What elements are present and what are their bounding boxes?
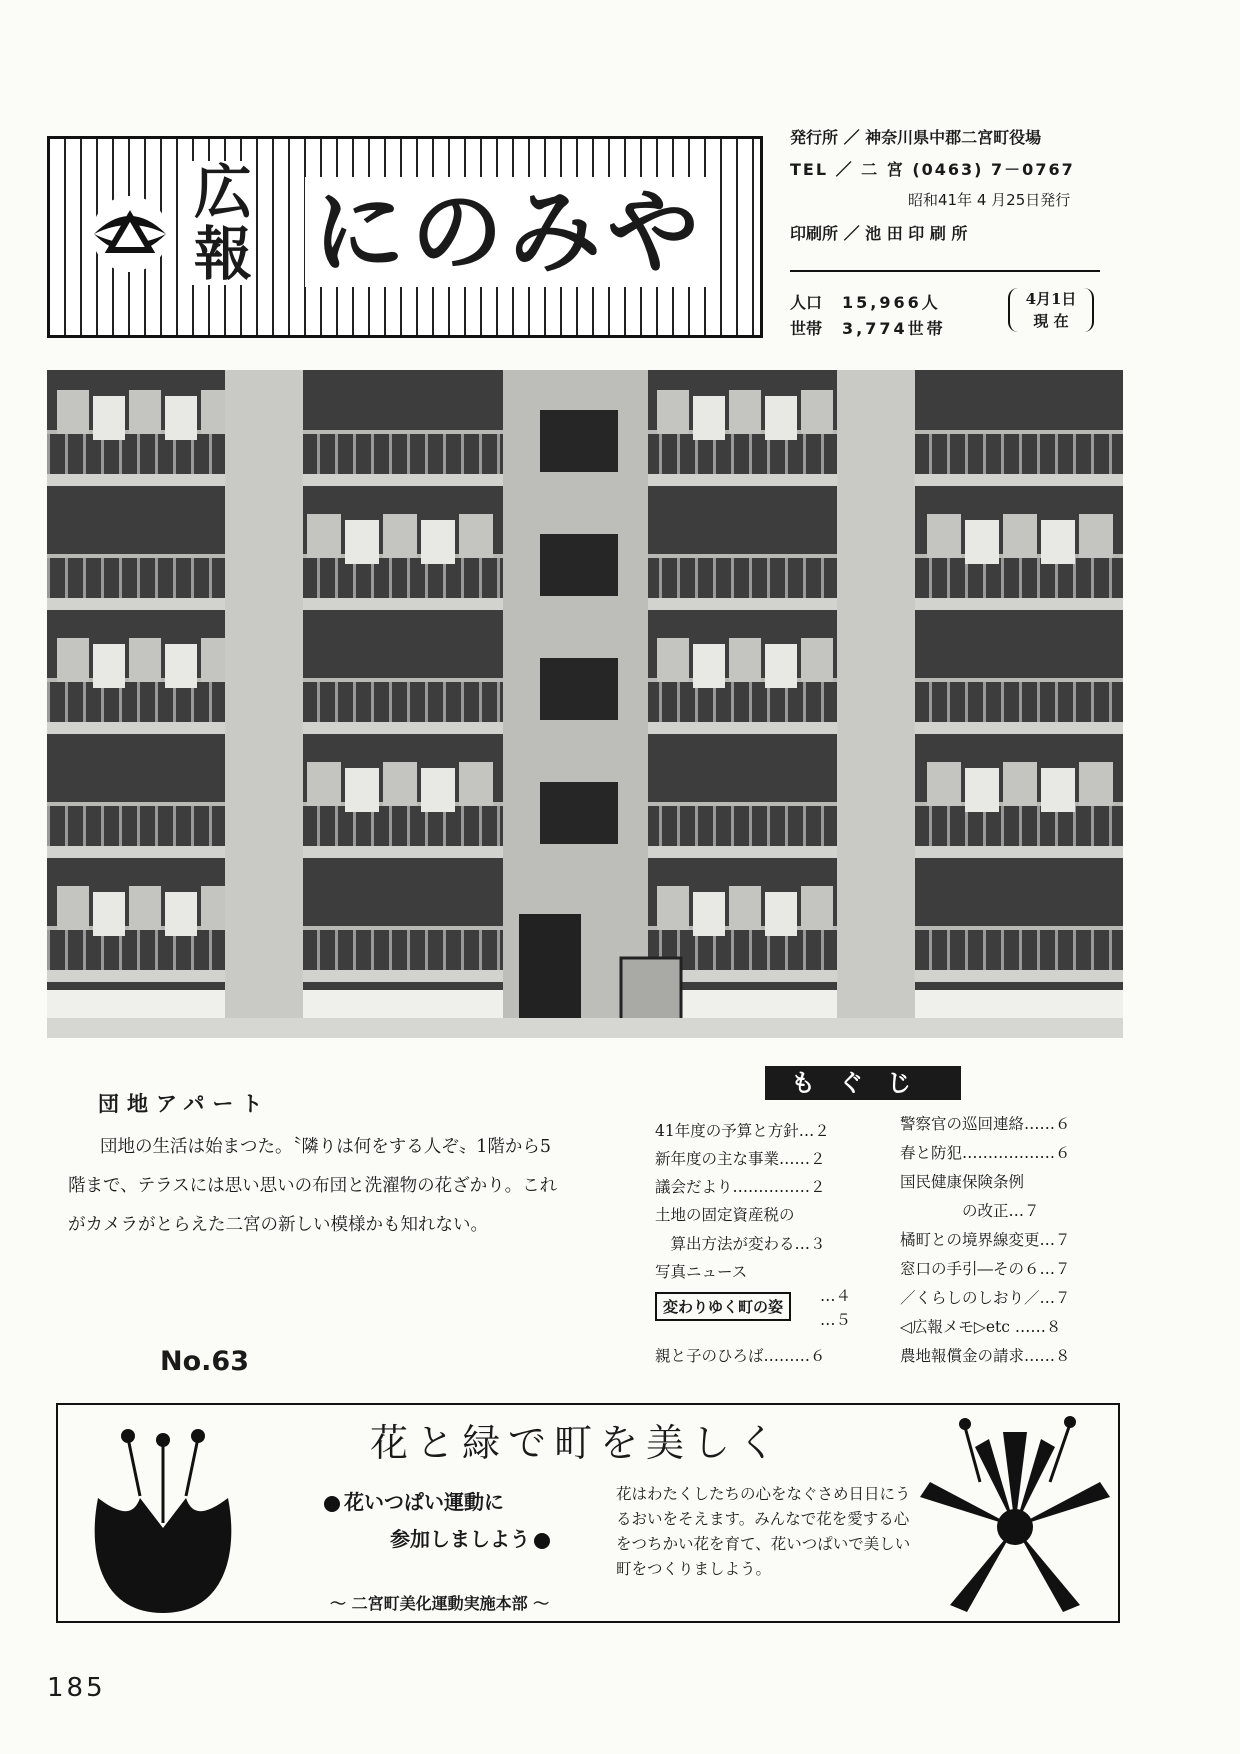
toc-item[interactable]: 写真ニュース: [655, 1263, 748, 1281]
toc-item[interactable]: 国民健康保険条例: [900, 1173, 1025, 1191]
toc-item[interactable]: ◁広報メモ▷etc ……８: [900, 1318, 1062, 1336]
population-line: [790, 290, 992, 313]
toc-item[interactable]: ／くらしのしおり／…７: [900, 1289, 1071, 1307]
toc-item[interactable]: 橘町との境界線変更…７: [900, 1231, 1071, 1249]
toc-item[interactable]: 農地報償金の請求……８: [900, 1347, 1071, 1365]
publish-date: 昭和41年 4 月25日発行: [908, 191, 1071, 209]
toc-item[interactable]: 新年度の主な事業……２: [655, 1150, 826, 1168]
toc-item[interactable]: 算出方法が変わる…３: [655, 1235, 826, 1253]
households-line: [790, 316, 992, 339]
telephone-line: TEL ／ 二 宮 (0463) 7－0767: [790, 160, 1075, 179]
toc-item[interactable]: 警察官の巡回連絡……６: [900, 1115, 1071, 1133]
bullet-icon: [324, 1496, 340, 1512]
population-value: 15,966人: [842, 293, 941, 312]
campaign-message: 花はわたくしたちの心をなぐさめ日日にうるおいをそえます。みんなで花を愛する心をつちかい花を育て、花いつぱいで美しい町をつくりましよう。: [616, 1485, 911, 1578]
households-value: 3,774世帯: [842, 319, 946, 338]
toc-item[interactable]: 窓口の手引―その６…７: [900, 1260, 1071, 1278]
campaign-slogan: 花と緑で町を美しく: [370, 1421, 785, 1465]
toc-boxed-item[interactable]: 変わりゆく町の姿: [655, 1292, 791, 1321]
lily-icon: [920, 1412, 1110, 1612]
publisher-line: 発行所 ／ 神奈川県中郡二宮町役場: [790, 128, 1042, 147]
newsletter-title: にのみや: [305, 177, 713, 287]
bullet-icon: [534, 1533, 550, 1549]
town-emblem-icon: [90, 194, 170, 274]
toc-item[interactable]: 41年度の予算と方針…２: [655, 1122, 830, 1140]
as-of-date-line: 4月1日: [1025, 290, 1077, 308]
toc-heading: もぐじ: [765, 1066, 961, 1100]
divider: [790, 270, 1100, 272]
toc-item[interactable]: 春と防犯………………６: [900, 1144, 1071, 1162]
toc-boxed-page-2: …５: [820, 1311, 852, 1329]
as-of-label: 現 在: [1033, 312, 1069, 330]
issue-number: No.63: [160, 1346, 249, 1377]
campaign-organizer: ～ 二宮町美化運動実施本部 ～: [330, 1594, 550, 1613]
page-number: 185: [47, 1673, 106, 1703]
toc-item[interactable]: 議会だより……………２: [655, 1178, 826, 1196]
tulip-icon: [88, 1418, 238, 1618]
toc-item[interactable]: 親と子のひろば………６: [655, 1347, 826, 1365]
campaign-action-2-text: 参加しましよう: [390, 1527, 530, 1551]
apartment-photo: [47, 370, 1123, 1038]
campaign-action-1-text: 花いつぱい運動に: [344, 1490, 504, 1514]
campaign-action-1: [320, 1486, 504, 1515]
koho-label: 広報: [184, 161, 252, 285]
photo-caption-title: 団地アパート: [98, 1092, 271, 1116]
toc-item[interactable]: 土地の固定資産税の: [655, 1206, 795, 1224]
toc-boxed-page-1: …４: [820, 1287, 852, 1305]
photo-caption-body: 団地の生活は始まつた。〝隣りは何をする人ぞ〟1階から5階まで、テラスには思い思いの布団と洗濯物の花ざかり。これがカメラがとらえた二宮の新しい模様かも知れない。: [68, 1137, 558, 1235]
toc-item[interactable]: の改正…７: [900, 1202, 1040, 1220]
households-label: 世帯: [790, 319, 823, 338]
masthead: [47, 136, 763, 338]
printer-line: 印刷所 ／ 池 田 印 刷 所: [790, 224, 968, 243]
population-label: 人口: [790, 293, 823, 312]
campaign-action-2: [390, 1523, 554, 1552]
as-of-date: [1008, 288, 1094, 332]
